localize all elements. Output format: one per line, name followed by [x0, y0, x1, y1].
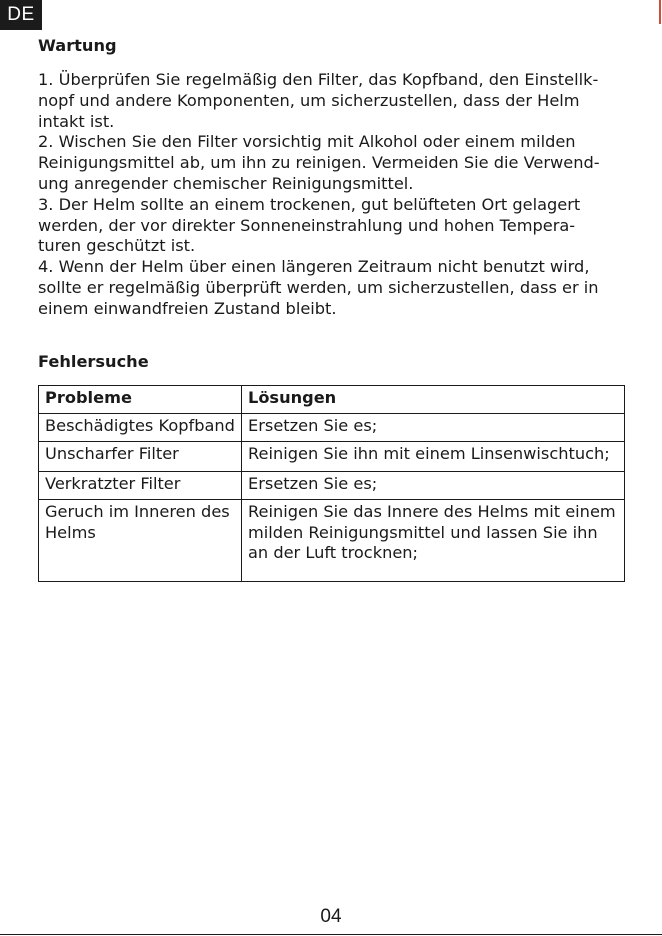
- cell-line: Ersetzen Sie es;: [248, 474, 378, 493]
- troubleshooting-title: Fehlersuche: [38, 352, 149, 371]
- solution-cell: [242, 414, 625, 442]
- text-line: 4. Wenn der Helm über einen längeren Zeitraum nicht benutzt wird,: [38, 257, 590, 277]
- header-solution: Lösungen: [242, 386, 625, 414]
- text-line: 2. Wischen Sie den Filter vorsichtig mit Alkohol oder einem milden: [38, 132, 576, 152]
- cell-line: Ersetzen Sie es;: [248, 416, 378, 435]
- table-row: [39, 500, 625, 582]
- maintenance-text: [38, 70, 628, 320]
- text-line: 1. Überprüfen Sie regelmäßig den Filter, das Kopfband, den Einstellk-: [38, 70, 599, 89]
- cell-line: Unscharfer Filter: [45, 444, 179, 463]
- text-line: turen geschützt ist.: [38, 236, 196, 256]
- cell-line: Reinigen Sie das Innere des Helms mit einem: [248, 502, 616, 521]
- text-line: ung anregender chemischer Reinigungsmittel.: [38, 173, 414, 193]
- solution-cell: [242, 442, 625, 472]
- language-tab: DE: [0, 0, 42, 30]
- cell-line: Helms: [45, 522, 96, 542]
- bottom-rule: [0, 934, 662, 935]
- cell-line: Beschädigtes Kopfband: [45, 416, 235, 435]
- problem-cell: [39, 414, 242, 442]
- text-line: sollte er regelmäßig überprüft werden, um sicherzustellen, dass er in: [38, 277, 599, 297]
- text-line: intakt ist.: [38, 111, 115, 131]
- solution-cell: [242, 472, 625, 500]
- page-number: 04: [320, 906, 342, 927]
- problem-cell: [39, 472, 242, 500]
- text-line: Reinigungsmittel ab, um ihn zu reinigen. Vermeiden Sie die Verwend-: [38, 153, 600, 173]
- cell-line: Verkratzter Filter: [45, 474, 181, 493]
- maintenance-title: Wartung: [38, 36, 117, 55]
- problem-cell: [39, 500, 242, 582]
- text-line: einem einwandfreien Zustand bleibt.: [38, 298, 337, 318]
- text-line: nopf und andere Komponenten, um sicherzustellen, dass der Helm: [38, 90, 580, 110]
- text-line: werden, der vor direkter Sonneneinstrahlung und hohen Tempera-: [38, 215, 576, 235]
- text-line: 3. Der Helm sollte an einem trockenen, gut belüfteten Ort gelagert: [38, 194, 581, 214]
- cell-line: milden Reinigungsmittel und lassen Sie ihn: [248, 522, 598, 542]
- cell-line: Geruch im Inneren des: [45, 502, 230, 521]
- cell-line: an der Luft trocknen;: [248, 543, 419, 562]
- table-row: [39, 472, 625, 500]
- troubleshooting-table: [38, 385, 625, 582]
- edge-marker: [659, 0, 661, 24]
- table-row: [39, 414, 625, 442]
- solution-cell: [242, 500, 625, 582]
- problem-cell: [39, 442, 242, 472]
- table-row: [39, 442, 625, 472]
- cell-line: Reinigen Sie ihn mit einem Linsenwischtuch;: [248, 444, 610, 463]
- table-header-row: [39, 386, 625, 414]
- header-problem: Probleme: [39, 386, 242, 414]
